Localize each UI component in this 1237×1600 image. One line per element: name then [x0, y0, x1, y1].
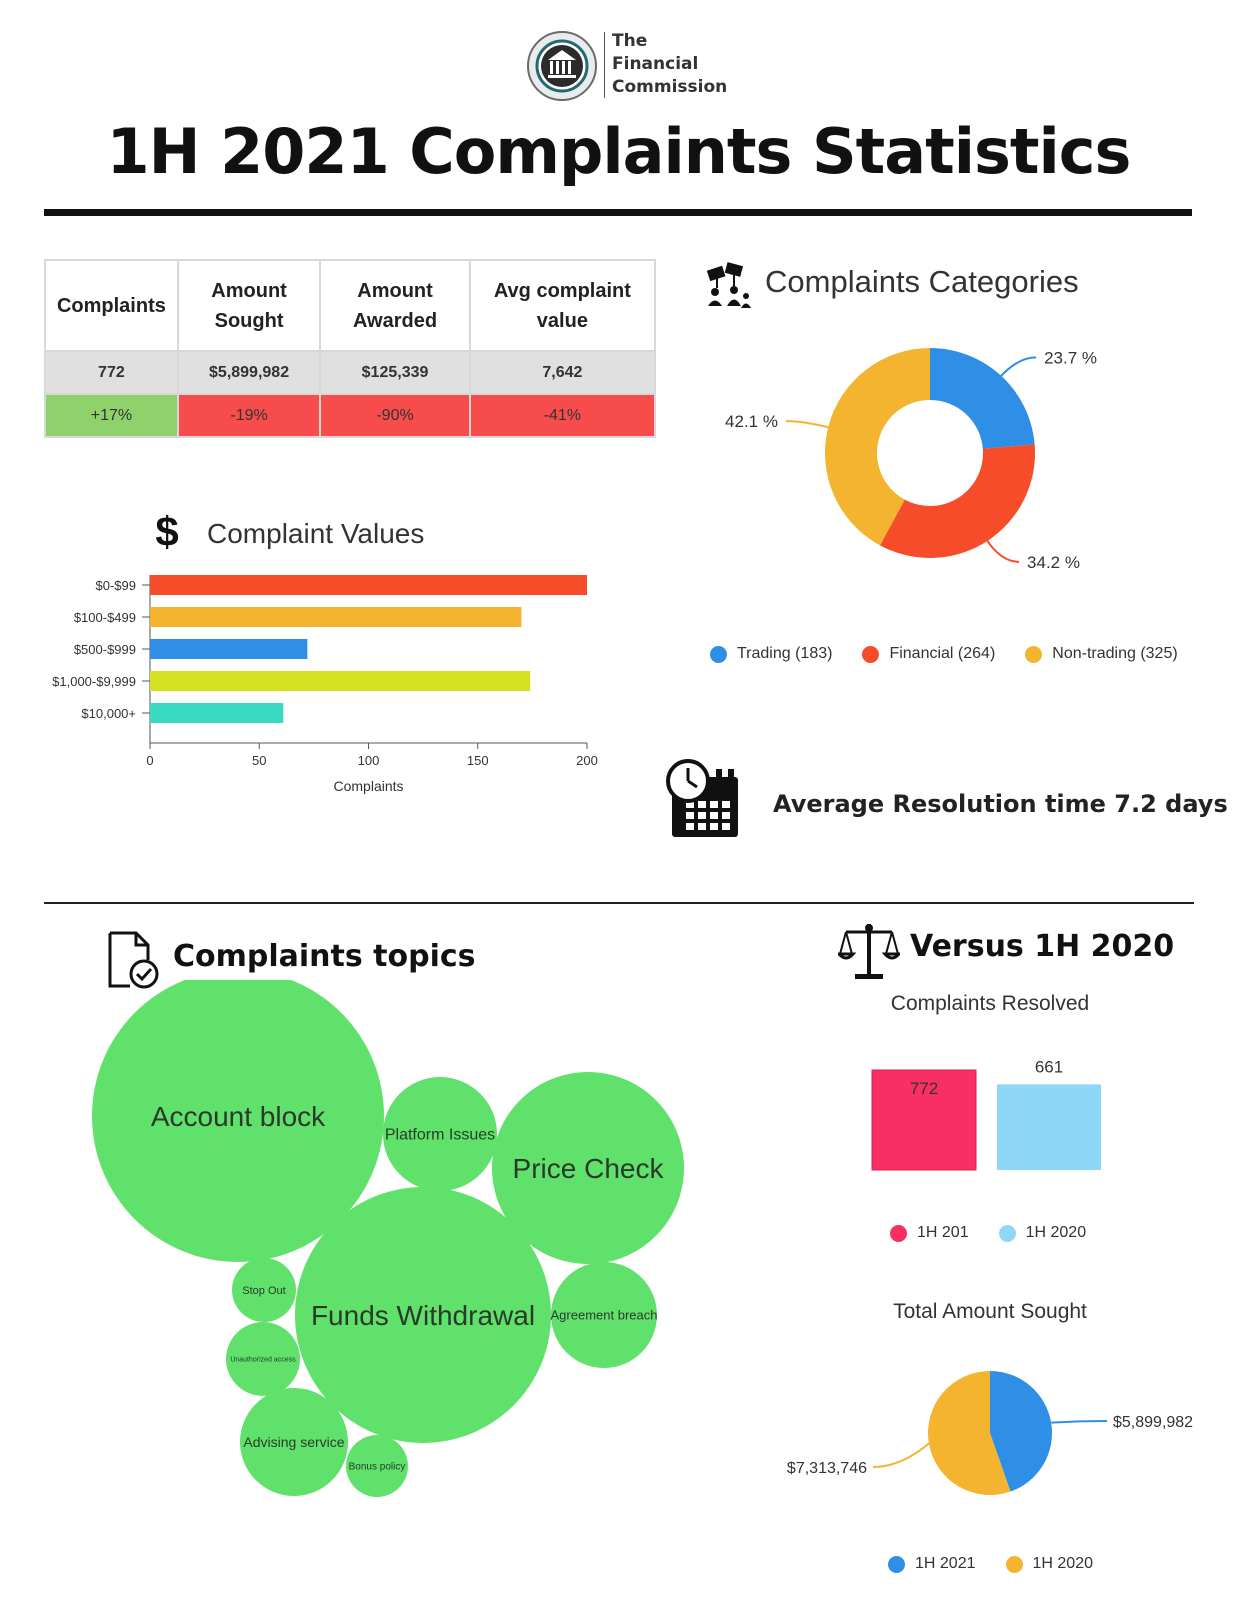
legend-item-trading	[710, 645, 832, 663]
legend-dot-financial	[862, 646, 879, 663]
complaint-values-chart	[30, 575, 630, 795]
topic-bubble-label: Funds Withdrawal	[310, 1299, 536, 1331]
resolved-bar-label: 772	[909, 1079, 939, 1098]
logo	[526, 30, 728, 102]
change-avg-value: -41%	[470, 394, 655, 437]
values-category-label: $10,000+	[81, 706, 136, 721]
values-x-tick-label: 150	[466, 753, 489, 768]
values-category-label: $0-$99	[95, 578, 136, 593]
stats-table	[44, 259, 656, 438]
values-x-tick-label: 0	[146, 753, 154, 768]
value-amount-awarded: $125,339	[320, 351, 469, 394]
resolved-legend	[890, 1224, 1116, 1242]
values-bar	[150, 575, 587, 595]
title-divider	[44, 209, 1192, 216]
donut-slice-label: 23.7 %	[1044, 348, 1098, 368]
complaint-values-title: Complaint Values	[207, 518, 425, 549]
header-complaints: Complaints	[45, 260, 178, 351]
values-category-label: $500-$999	[73, 642, 136, 657]
sought-leader-line	[1051, 1421, 1107, 1423]
people-signs-icon	[704, 262, 752, 308]
change-amount-sought: -19%	[178, 394, 320, 437]
legend-item-non-trading	[1025, 645, 1177, 663]
sought-legend	[888, 1555, 1123, 1573]
stats-change-row	[45, 394, 655, 437]
legend-label-sought-2021: 1H 2021	[915, 1555, 976, 1572]
header-avg-value: Avg complaint value	[470, 260, 655, 351]
legend-item-financial	[862, 645, 995, 663]
topics-bubble-chart	[0, 980, 700, 1540]
dollar-icon	[150, 510, 184, 554]
donut-leader-line	[786, 421, 830, 428]
values-bar	[150, 607, 521, 627]
header-amount-awarded: Amount Awarded	[320, 260, 469, 351]
seal-logo	[526, 30, 598, 102]
value-complaints: 772	[45, 351, 178, 394]
topic-bubble-label: Advising service	[243, 1433, 345, 1450]
values-bar	[150, 639, 307, 659]
amount-sought-title: Total Amount Sought	[893, 1300, 1087, 1323]
values-category-label: $1,000-$9,999	[52, 674, 136, 689]
logo-line-3: Commission	[612, 77, 728, 97]
legend-label-1h-2021: 1H 201	[917, 1224, 969, 1241]
svg-text:$: $	[155, 510, 179, 554]
versus-title: Versus 1H 2020	[910, 929, 1175, 964]
values-bar	[150, 703, 283, 723]
stats-header-row	[45, 260, 655, 351]
scales-icon	[838, 920, 900, 982]
logo-divider	[604, 32, 605, 98]
resolved-bar	[997, 1084, 1101, 1170]
change-complaints: +17%	[45, 394, 178, 437]
resolved-bar-label: 661	[1034, 1057, 1064, 1077]
legend-label-non-trading: Non-trading (325)	[1052, 645, 1178, 662]
value-avg-value: 7,642	[470, 351, 655, 394]
legend-item-1h-2021	[890, 1224, 969, 1242]
donut-slice	[930, 348, 1035, 449]
logo-line-1: The	[612, 31, 648, 51]
values-x-axis-label: Complaints	[333, 778, 404, 794]
values-category-label: $100-$499	[73, 610, 136, 625]
topic-bubble-label: Agreement breach	[550, 1307, 658, 1323]
logo-text	[612, 30, 727, 99]
stats-value-row	[45, 351, 655, 394]
page-title: 1H 2021 Complaints Statistics	[106, 115, 1131, 188]
values-x-tick-label: 200	[576, 753, 598, 768]
legend-dot-non-trading	[1025, 646, 1042, 663]
donut-leader-line	[1000, 357, 1036, 377]
complaints-resolved-chart	[860, 1050, 1120, 1180]
clock-calendar-icon	[664, 757, 744, 839]
topic-bubble-label: Price Check	[512, 1152, 664, 1184]
legend-dot-trading	[710, 646, 727, 663]
donut-slice-label: 34.2 %	[1027, 552, 1080, 572]
categories-donut-chart	[690, 330, 1170, 610]
legend-label-sought-2020: 1H 2020	[1032, 1555, 1093, 1572]
resolution-time: Average Resolution time 7.2 days	[773, 790, 1228, 818]
topic-bubble-label: Unauthorized access	[230, 1356, 296, 1364]
values-bar	[150, 671, 530, 691]
categories-title: Complaints Categories	[765, 264, 1079, 299]
topic-bubble-label: Bonus policy	[348, 1461, 406, 1473]
value-amount-sought: $5,899,982	[178, 351, 320, 394]
section-divider	[44, 902, 1194, 904]
complaints-resolved-title: Complaints Resolved	[890, 992, 1090, 1015]
legend-dot-1h-2021	[890, 1225, 907, 1242]
change-amount-awarded: -90%	[320, 394, 469, 437]
sought-slice-label: $5,899,982	[1113, 1414, 1194, 1431]
legend-dot-sought-2021	[888, 1556, 905, 1573]
topic-bubble-label: Account block	[150, 1100, 326, 1132]
values-x-tick-label: 50	[252, 753, 267, 768]
sought-leader-line	[873, 1443, 929, 1467]
legend-label-trading: Trading (183)	[737, 645, 833, 662]
legend-label-financial: Financial (264)	[889, 645, 996, 662]
sought-slice-label: $7,313,746	[786, 1460, 867, 1477]
values-x-tick-label: 100	[357, 753, 380, 768]
header-amount-sought: Amount Sought	[178, 260, 320, 351]
topic-bubble-label: Stop Out	[242, 1284, 286, 1297]
topics-title: Complaints topics	[173, 939, 476, 974]
donut-leader-line	[986, 539, 1019, 562]
legend-dot-sought-2020	[1006, 1556, 1023, 1573]
legend-dot-1h-2020	[999, 1225, 1016, 1242]
amount-sought-pie-chart	[780, 1350, 1200, 1520]
topic-bubble-label: Platform Issues	[384, 1126, 496, 1144]
legend-item-sought-2020	[1006, 1555, 1094, 1573]
donut-slice-label: 42.1 %	[725, 412, 778, 432]
legend-label-1h-2020: 1H 2020	[1025, 1224, 1087, 1241]
legend-item-1h-2020	[999, 1224, 1087, 1242]
categories-legend	[710, 645, 1208, 663]
logo-line-2: Financial	[612, 54, 699, 74]
legend-item-sought-2021	[888, 1555, 976, 1573]
